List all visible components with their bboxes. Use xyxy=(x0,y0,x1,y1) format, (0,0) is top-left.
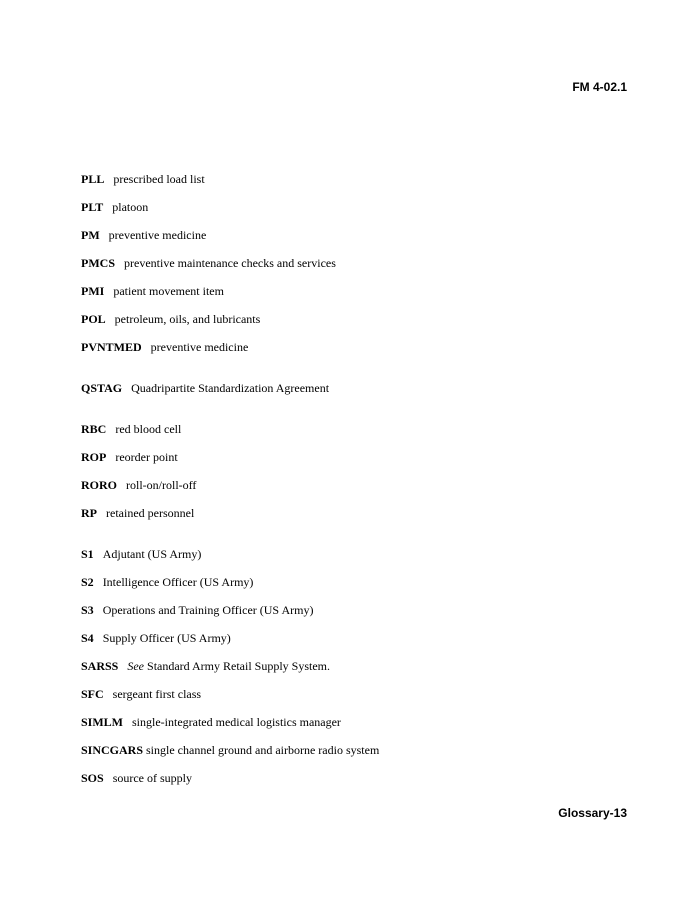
glossary-entry-sos xyxy=(81,771,192,786)
entry-definition: platoon xyxy=(112,200,149,214)
entry-definition: roll-on/roll-off xyxy=(126,478,197,492)
glossary-entry-s4 xyxy=(81,631,231,646)
entry-abbreviation: RBC xyxy=(81,422,107,436)
entry-definition: single channel ground and airborne radio system xyxy=(146,743,380,757)
entry-definition: single-integrated medical logistics manager xyxy=(132,715,341,729)
entry-definition: Quadripartite Standardization Agreement xyxy=(131,381,330,395)
glossary-entry-s2 xyxy=(81,575,253,590)
entry-definition: petroleum, oils, and lubricants xyxy=(114,312,261,326)
entry-abbreviation: PLL xyxy=(81,172,105,186)
entry-abbreviation: QSTAG xyxy=(81,381,123,395)
entry-abbreviation: S1 xyxy=(81,547,94,561)
see-reference: See xyxy=(127,659,145,673)
entry-definition: preventive maintenance checks and services xyxy=(124,256,336,270)
glossary-entry-qstag xyxy=(81,381,329,396)
entry-abbreviation: SINCGARS xyxy=(81,743,144,757)
glossary-entry-plt xyxy=(81,200,148,215)
glossary-entry-sincgars xyxy=(81,743,379,758)
glossary-entry-roro xyxy=(81,478,196,493)
glossary-entry-rp xyxy=(81,506,194,521)
glossary-entry-s3 xyxy=(81,603,313,618)
entry-definition: Operations and Training Officer (US Army) xyxy=(102,603,314,617)
entry-abbreviation: ROP xyxy=(81,450,107,464)
entry-definition: prescribed load list xyxy=(113,172,205,186)
entry-definition: retained personnel xyxy=(106,506,195,520)
entry-abbreviation: SARSS xyxy=(81,659,119,673)
entry-definition: reorder point xyxy=(115,450,178,464)
entry-definition: Standard Army Retail Supply System. xyxy=(147,659,331,673)
entry-abbreviation: S3 xyxy=(81,603,94,617)
entry-abbreviation: SIMLM xyxy=(81,715,123,729)
entry-abbreviation: PLT xyxy=(81,200,104,214)
document-id: FM 4-02.1 xyxy=(572,80,627,94)
entry-abbreviation: PMI xyxy=(81,284,105,298)
entry-definition: source of supply xyxy=(112,771,193,785)
entry-abbreviation: S2 xyxy=(81,575,94,589)
glossary-entry-pol xyxy=(81,312,260,327)
entry-abbreviation: RORO xyxy=(81,478,117,492)
entry-definition: Supply Officer (US Army) xyxy=(102,631,231,645)
entry-abbreviation: RP xyxy=(81,506,97,520)
entry-abbreviation: PVNTMED xyxy=(81,340,142,354)
entry-abbreviation: S4 xyxy=(81,631,94,645)
entry-definition: preventive medicine xyxy=(150,340,249,354)
entry-abbreviation: PMCS xyxy=(81,256,115,270)
glossary-entry-sfc xyxy=(81,687,201,702)
page-number: Glossary-13 xyxy=(558,806,627,820)
entry-abbreviation: POL xyxy=(81,312,106,326)
entry-definition: Adjutant (US Army) xyxy=(102,547,202,561)
glossary-entry-sarss xyxy=(81,659,330,674)
glossary-entry-pmcs xyxy=(81,256,336,271)
glossary-entry-rop xyxy=(81,450,178,465)
glossary-entry-pm xyxy=(81,228,206,243)
glossary-entry-simlm xyxy=(81,715,341,730)
entry-definition: red blood cell xyxy=(115,422,182,436)
entry-definition: sergeant first class xyxy=(112,687,202,701)
entry-definition: patient movement item xyxy=(113,284,224,298)
glossary-entry-rbc xyxy=(81,422,181,437)
entry-definition: preventive medicine xyxy=(108,228,207,242)
glossary-entry-pmi xyxy=(81,284,224,299)
entry-definition: Intelligence Officer (US Army) xyxy=(102,575,254,589)
entry-abbreviation: PM xyxy=(81,228,100,242)
glossary-entry-s1 xyxy=(81,547,201,562)
glossary-entry-pvntmed xyxy=(81,340,248,355)
glossary-entry-pll xyxy=(81,172,205,187)
entry-abbreviation: SFC xyxy=(81,687,104,701)
entry-abbreviation: SOS xyxy=(81,771,104,785)
